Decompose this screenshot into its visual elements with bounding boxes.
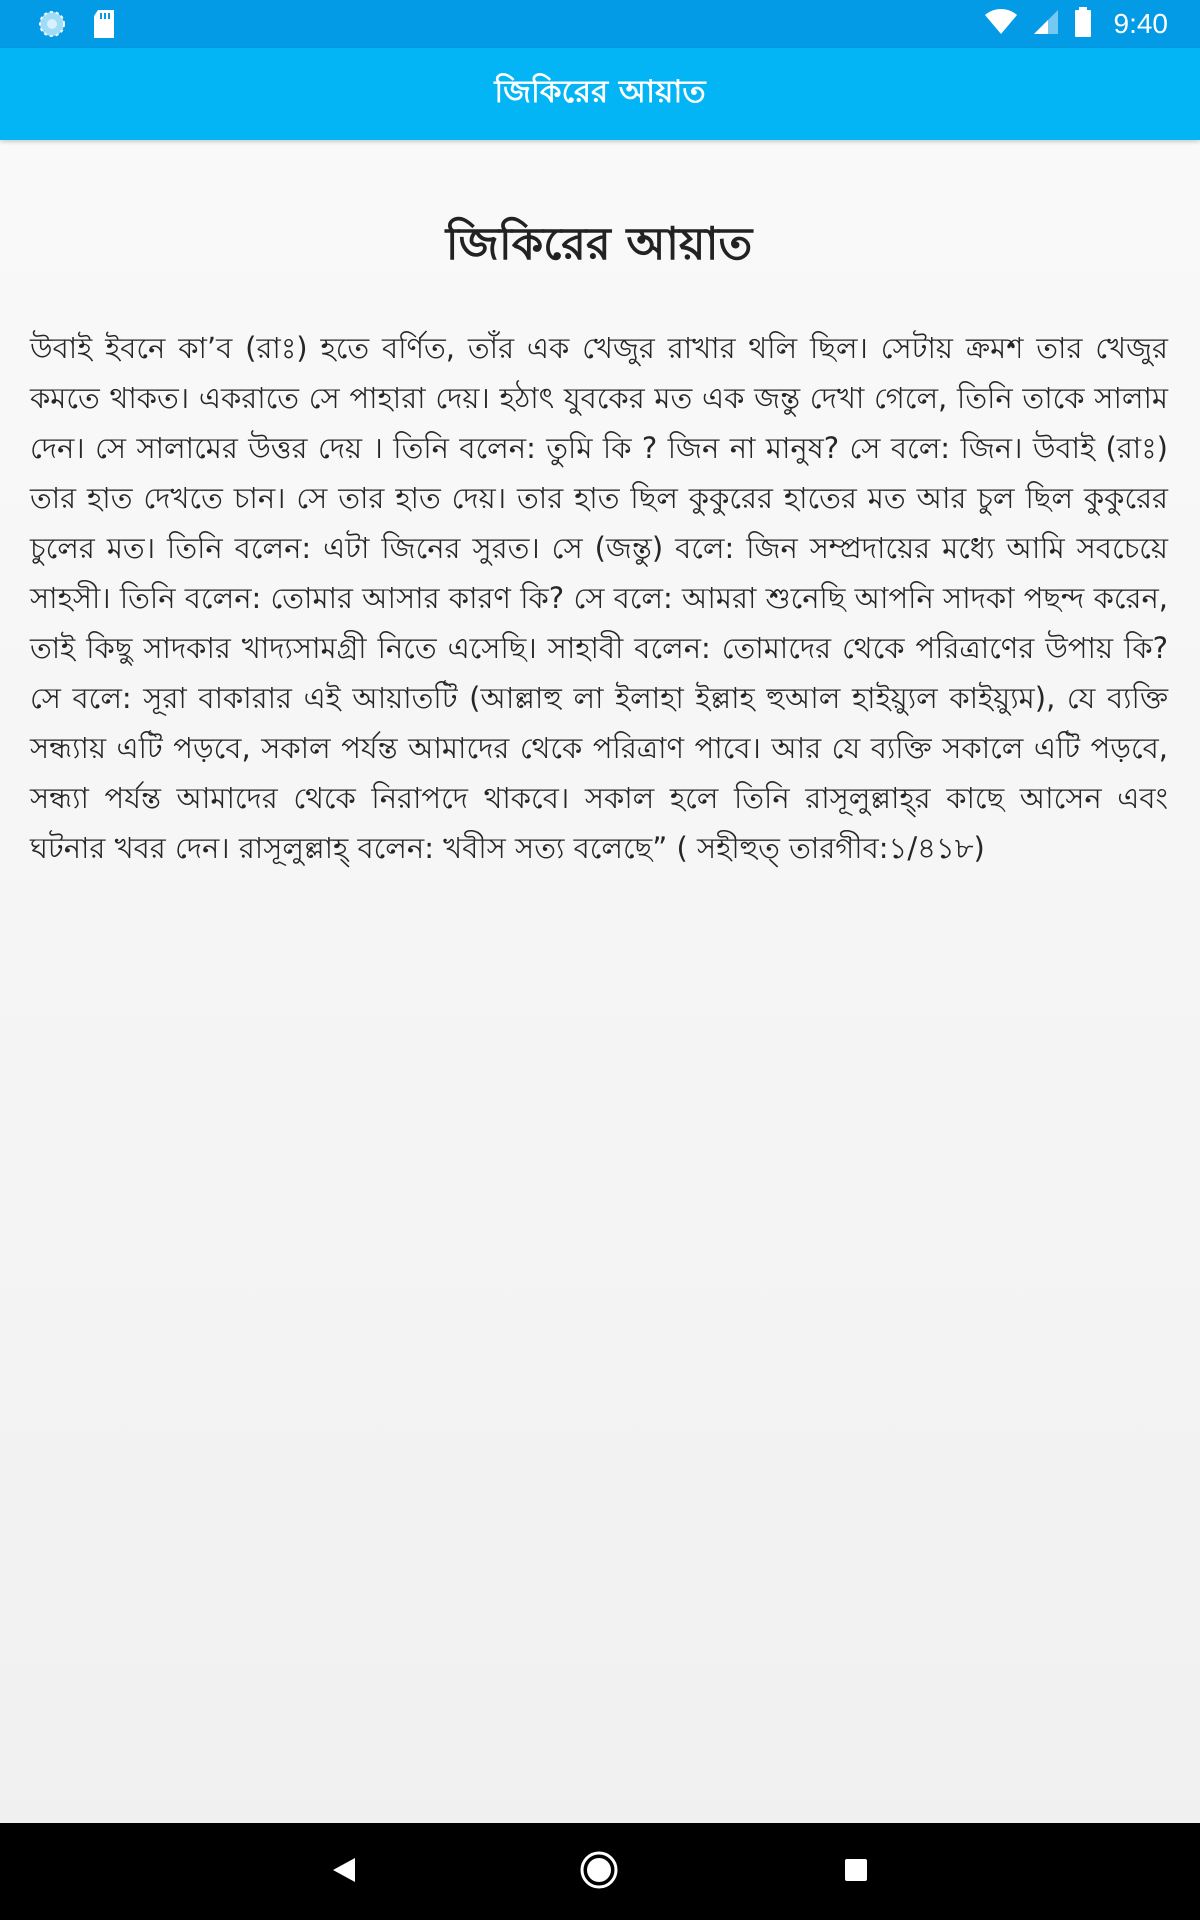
article-heading: জিকিরের আয়াত [445,217,753,270]
back-button[interactable] [299,1823,389,1920]
signal-icon [1032,8,1060,40]
sd-card-icon [92,10,116,42]
status-right-icons [984,0,1169,48]
home-icon [579,1850,619,1894]
app-bar [0,48,1200,140]
app-bar-title: জিকিরের আয়াত [494,74,706,110]
article-content [30,140,1168,873]
recents-button[interactable] [811,1823,901,1920]
home-button[interactable] [554,1823,644,1920]
battery-icon [1074,7,1092,41]
article-body: উবাই ইবনে কা’ব (রাঃ) হতে বর্ণিত, তাঁর এক খেজুর রাখার থলি ছিল। সেটায় ক্রমশ তার খেজুর কমতে থাকত। একরাতে সে পাহারা দেয়। হঠাৎ যুবকের মত এক জন্তু দেখা গেলে, তিনি তাকে সালাম দেন। সে সালামের উত্তর দেয় । তিনি বলেন: তুমি কি ? জিন না মানুষ? সে বলে: জিন। উবাই (রাঃ) তার হাত দেখতে চান। সে তার হাত দেয়। তার হাত ছিল কুকুরের হাতের মত আর চুল ছিল কুকুরের চুলের মত। তিনি বলেন: এটা জিনের সুরত। সে (জন্তু) বলে: জিন সম্প্রদায়ের মধ্যে আমি সবচেয়ে সাহসী। তিনি বলেন: তোমার আসার কারণ কি? সে বলে: আমরা শুনেছি আপনি সাদকা পছন্দ করেন, তাই কিছু সাদকার খাদ্যসামগ্রী নিতে এসেছি। সাহাবী বলেন: তোমাদের থেকে পরিত্রাণের উপায় কি? সে বলে: সূরা বাকারার এই আয়াতটি (আল্লাহু লা ইলাহা ইল্লাহ হুআল হাইয়্যুল কাইয়্যুম), যে ব্যক্তি সন্ধ্যায় এটি পড়বে, সকাল পর্যন্ত আমাদের থেকে পরিত্রাণ পাবে। আর যে ব্যক্তি সকালে এটি পড়বে, সন্ধ্যা পর্যন্ত আমাদের থেকে নিরাপদে থাকবে। সকাল হলে তিনি রাসূলুল্লাহ্‌র কাছে আসেন এবং ঘটনার খবর দেন। রাসূলুল্লাহ্ বলেন: খবীস সত্য বলেছে” ( সহীহুত্ তারগীব:১/৪১৮) [30,331,1168,865]
status-left-icons [38,10,116,42]
status-time: 9:40 [1113,8,1168,39]
status-bar [0,0,1200,48]
wifi-icon [984,8,1018,40]
recents-icon [843,1857,869,1887]
back-icon [331,1856,357,1888]
system-nav-bar [0,1823,1200,1920]
sync-icon [38,10,66,42]
